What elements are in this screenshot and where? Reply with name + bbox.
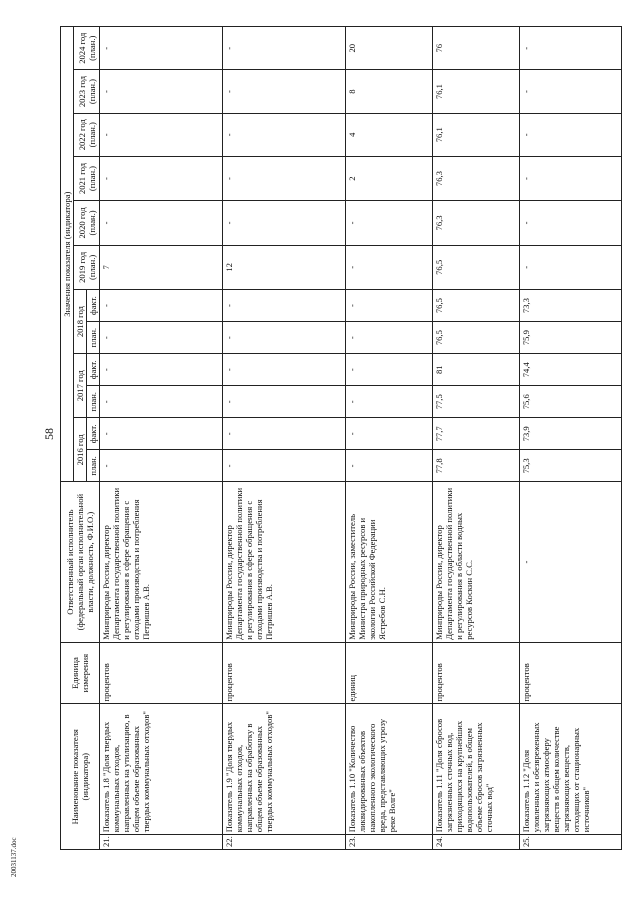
unit-cell: процентов [432, 642, 519, 704]
value-2016-plan: - [222, 450, 345, 482]
value-2018-plan: 75,9 [519, 322, 621, 354]
table-row [345, 27, 432, 850]
value-2020: - [345, 201, 432, 245]
value-2019: 12 [222, 245, 345, 289]
table-row [100, 27, 223, 850]
value-2018-plan: - [345, 322, 432, 354]
value-2019: - [345, 245, 432, 289]
value-2016-plan: - [100, 450, 223, 482]
row-number: 24. [432, 835, 519, 850]
value-2016-plan: 75,3 [519, 450, 621, 482]
value-2024: 20 [345, 27, 432, 70]
table-row [222, 27, 345, 850]
value-2016-plan: 77,8 [432, 450, 519, 482]
header-year-2024: 2024 год (план.) [74, 27, 100, 70]
header-year-2020: 2020 год (план.) [74, 201, 100, 245]
unit-cell: процентов [519, 642, 621, 704]
header-year-2022: 2022 год (план.) [74, 113, 100, 156]
value-2017-plan: 77,5 [432, 386, 519, 418]
value-2021: 2 [345, 156, 432, 200]
value-2021: - [100, 156, 223, 200]
header-fact: факт. [87, 418, 100, 450]
indicator-name: Показатель 1.8 "Доля твердых коммунальных отходов, направленных на утилизацию, в общем объеме образованных твердых коммунальных отходов" [100, 704, 223, 835]
indicator-name: Показатель 1.10 "Количество ликвидированных объектов накопленного экологического вреда, представляющих угрозу реке Волге" [345, 704, 432, 835]
unit-cell: процентов [100, 642, 223, 704]
value-2022: 4 [345, 113, 432, 156]
header-plan: план. [87, 450, 100, 482]
value-2016-fact: 73,9 [519, 418, 621, 450]
responsible-cell: - [519, 482, 621, 642]
value-2020: - [519, 201, 621, 245]
value-2017-plan: - [222, 386, 345, 418]
header-responsible: Ответственный исполнитель (федеральный орган исполнительной власти, должность, Ф.И.О.) [61, 482, 100, 642]
value-2021: - [222, 156, 345, 200]
indicator-name: Показатель 1.9 "Доля твердых коммунальных отходов, направленных на обработку в общем объеме образованных твердых коммунальных отходов" [222, 704, 345, 835]
indicator-table [60, 26, 622, 850]
value-2017-fact: - [222, 354, 345, 386]
header-plan: план. [87, 322, 100, 354]
value-2023: - [222, 70, 345, 113]
value-2016-fact: - [222, 418, 345, 450]
header-values-group: Значения показателя (индикатора) [61, 27, 74, 482]
indicator-name: Показатель 1.12 "Доля уловленных и обезвреженных загрязняющих атмосферу веществ в общем количестве загрязняющих веществ, отходящих от стационарных источников" [519, 704, 621, 835]
value-2024: 76 [432, 27, 519, 70]
value-2020: 76,3 [432, 201, 519, 245]
header-fact: факт. [87, 290, 100, 322]
header-year-2017: 2017 год [74, 354, 87, 418]
value-2019: 7 [100, 245, 223, 289]
value-2021: - [519, 156, 621, 200]
value-2017-plan: - [100, 386, 223, 418]
value-2017-fact: - [100, 354, 223, 386]
header-year-2019: 2019 год (план.) [74, 245, 100, 289]
value-2017-plan: - [345, 386, 432, 418]
value-2024: - [100, 27, 223, 70]
value-2017-plan: 75,6 [519, 386, 621, 418]
indicator-name: Показатель 1.11 "Доля сбросов загрязненных сточных вод, приходящихся на крупнейших водопользователей, в общем объеме сбросов загрязненных сточных вод" [432, 704, 519, 835]
header-plan: план. [87, 386, 100, 418]
value-2023: 8 [345, 70, 432, 113]
value-2017-fact: 74,4 [519, 354, 621, 386]
table-row [519, 27, 621, 850]
value-2018-plan: - [222, 322, 345, 354]
value-2020: - [222, 201, 345, 245]
value-2017-fact: - [345, 354, 432, 386]
value-2018-fact: 76,5 [432, 290, 519, 322]
value-2019: 76,5 [432, 245, 519, 289]
row-number: 22. [222, 835, 345, 850]
responsible-cell: Минприроды России, директор Департамента государственной политики и регулирования в сфере обращения с отходами производства и потребления Петришев А.В. [222, 482, 345, 642]
value-2022: 76,1 [432, 113, 519, 156]
value-2023: 76,1 [432, 70, 519, 113]
value-2023: - [100, 70, 223, 113]
rotated-content [60, 26, 622, 850]
value-2018-plan: 76,5 [432, 322, 519, 354]
file-footer: 20031137.doc [10, 837, 18, 877]
responsible-cell: Минприроды России, директор Департамента государственной политики и регулирования в сфере обращения с отходами производства и потребления Петришев А.В. [100, 482, 223, 642]
responsible-cell: Минприроды России, директор Департамента государственной политики и регулирования в области водных ресурсов Коскин С.С. [432, 482, 519, 642]
value-2018-fact: - [222, 290, 345, 322]
header-year-2016: 2016 год [74, 418, 87, 482]
row-number: 25. [519, 835, 621, 850]
header-fact: факт. [87, 354, 100, 386]
value-2018-plan: - [100, 322, 223, 354]
unit-cell: процентов [222, 642, 345, 704]
value-2024: - [222, 27, 345, 70]
value-2022: - [519, 113, 621, 156]
value-2022: - [100, 113, 223, 156]
value-2017-fact: 81 [432, 354, 519, 386]
header-year-2023: 2023 год (план.) [74, 70, 100, 113]
value-2020: - [100, 201, 223, 245]
responsible-cell: Минприроды России, заместитель Министра природных ресурсов и экологии Российской Федерации Ястребов С.Н. [345, 482, 432, 642]
row-number: 23. [345, 835, 432, 850]
unit-cell: единиц [345, 642, 432, 704]
value-2024: - [519, 27, 621, 70]
value-2018-fact: 73,3 [519, 290, 621, 322]
value-2022: - [222, 113, 345, 156]
header-year-2018: 2018 год [74, 290, 87, 354]
page-number: 58 [42, 428, 56, 440]
value-2019: - [519, 245, 621, 289]
header-name: Наименование показателя (индикатора) [61, 704, 100, 850]
value-2018-fact: - [345, 290, 432, 322]
value-2018-fact: - [100, 290, 223, 322]
value-2016-fact: - [100, 418, 223, 450]
header-unit: Единица измерения [61, 642, 100, 704]
table-row [432, 27, 519, 850]
value-2016-fact: 77,7 [432, 418, 519, 450]
value-2021: 76,3 [432, 156, 519, 200]
header-year-2021: 2021 год (план.) [74, 156, 100, 200]
value-2016-fact: - [345, 418, 432, 450]
value-2023: - [519, 70, 621, 113]
row-number: 21. [100, 835, 223, 850]
value-2016-plan: - [345, 450, 432, 482]
